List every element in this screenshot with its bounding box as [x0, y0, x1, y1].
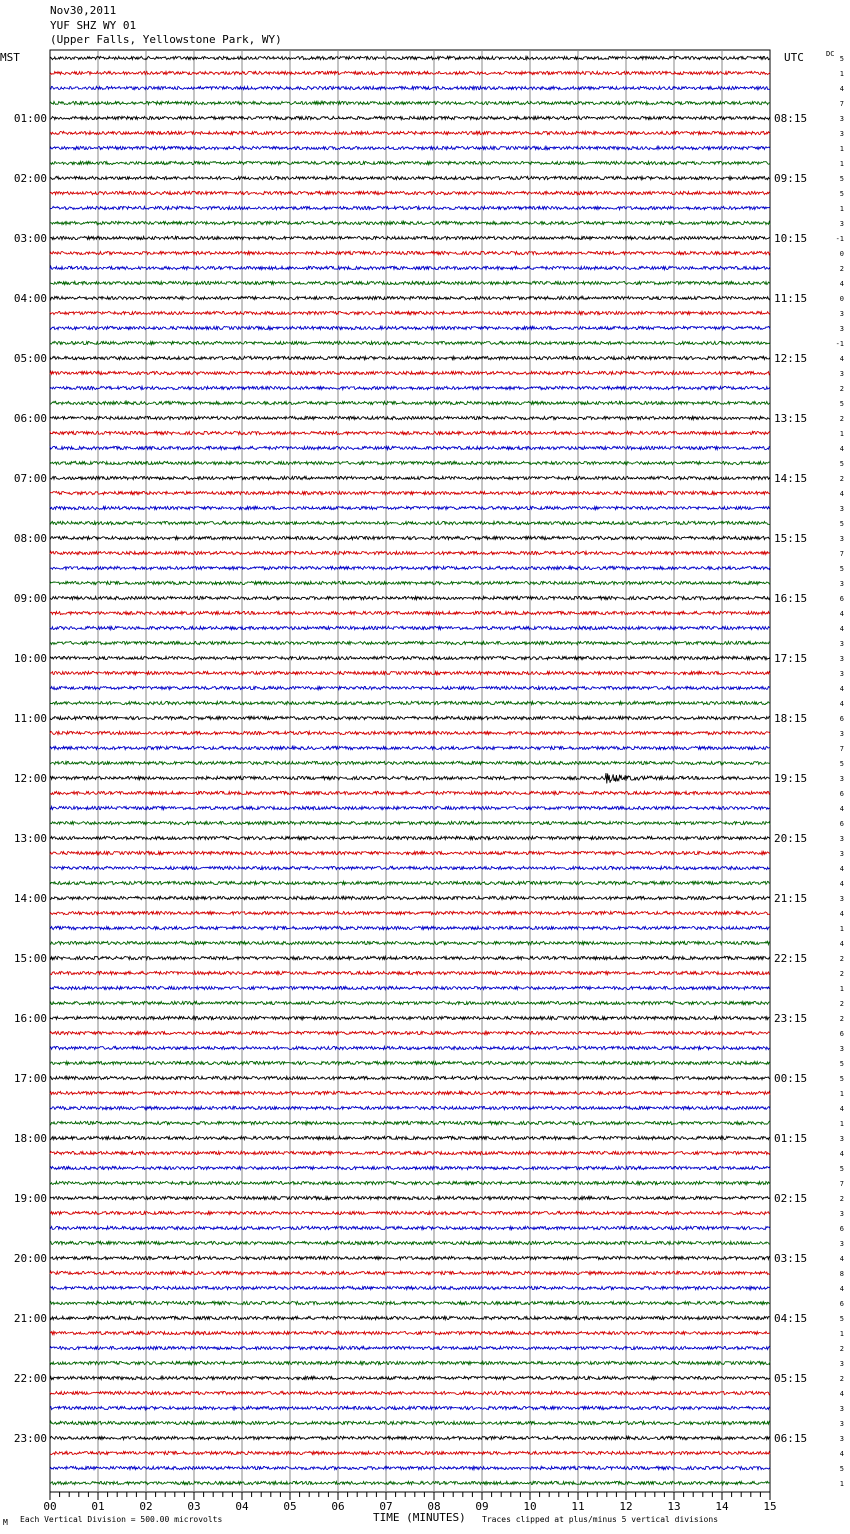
trace-row [50, 701, 770, 704]
x-tick-label: 05 [283, 1500, 297, 1513]
trace-row [50, 446, 770, 449]
x-tick-label: 10 [523, 1500, 537, 1513]
trace-row [50, 731, 770, 734]
trace-row [50, 806, 770, 809]
left-hour-label: 20:00 [13, 1252, 47, 1265]
dc-offset-label: 3 [839, 775, 844, 783]
dc-offset-label: 1 [839, 430, 844, 438]
dc-offset-label: 5 [839, 1465, 844, 1473]
dc-offset-label: 4 [839, 940, 844, 948]
dc-offset-label: 4 [839, 490, 844, 498]
right-hour-label: 08:15 [774, 112, 808, 125]
dc-offset-label: 4 [839, 1255, 844, 1263]
left-hour-label: 12:00 [13, 772, 47, 785]
right-hour-label: 15:15 [774, 532, 808, 545]
x-tick-label: 07 [379, 1500, 393, 1513]
dc-offset-label: 5 [839, 175, 844, 183]
left-hour-label: 22:00 [13, 1372, 47, 1385]
trace-row [50, 341, 770, 344]
trace-row [50, 206, 770, 209]
trace-row [50, 386, 770, 389]
dc-offset-label: 2 [839, 1015, 844, 1023]
right-hour-label: 16:15 [774, 592, 808, 605]
dc-offset-label: 0 [839, 250, 844, 258]
dc-offset-label: 3 [839, 850, 844, 858]
dc-offset-label: 1 [839, 145, 844, 153]
right-hour-label: 12:15 [774, 352, 808, 365]
right-hour-label: 14:15 [774, 472, 808, 485]
right-hour-label: 04:15 [774, 1312, 808, 1325]
trace-row [50, 1076, 770, 1079]
trace-row [50, 881, 770, 884]
x-tick-label: 04 [235, 1500, 249, 1513]
trace-row [50, 461, 770, 464]
trace-row [50, 1406, 770, 1409]
trace-row [50, 1271, 770, 1274]
trace-row [50, 251, 770, 254]
right-hour-label: 00:15 [774, 1072, 808, 1085]
dc-offset-label: 4 [839, 85, 844, 93]
dc-offset-label: 3 [839, 1240, 844, 1248]
trace-row [50, 971, 770, 974]
left-hour-label: 17:00 [13, 1072, 47, 1085]
trace-row [50, 521, 770, 524]
dc-offset-label: 3 [839, 730, 844, 738]
dc-offset-label: 1 [839, 1120, 844, 1128]
dc-offset-label: 3 [839, 1045, 844, 1053]
x-tick-label: 02 [139, 1500, 153, 1513]
dc-offset-label: 5 [839, 1075, 844, 1083]
trace-row [50, 1481, 770, 1484]
right-hour-label: 01:15 [774, 1132, 808, 1145]
dc-offset-label: 3 [839, 835, 844, 843]
corner-mark: M [3, 1518, 8, 1527]
trace-row [50, 746, 770, 749]
trace-row [50, 1151, 770, 1154]
right-tz-label: UTC [784, 51, 804, 64]
trace-row [50, 1331, 770, 1334]
left-hour-label: 23:00 [13, 1432, 47, 1445]
trace-row [50, 1166, 770, 1169]
right-hour-label: 10:15 [774, 232, 808, 245]
right-hour-label: 09:15 [774, 172, 808, 185]
trace-row [50, 956, 770, 959]
trace-row [50, 1196, 770, 1199]
dc-offset-label: 7 [839, 550, 844, 558]
left-hour-label: 15:00 [13, 952, 47, 965]
trace-row [50, 236, 770, 239]
dc-offset-label: 3 [839, 130, 844, 138]
trace-row [50, 1061, 770, 1064]
right-hour-label: 03:15 [774, 1252, 808, 1265]
scale-note: Each Vertical Division = 500.00 microvolts [20, 1515, 223, 1524]
trace-row [50, 1241, 770, 1244]
dc-offset-label: 4 [839, 280, 844, 288]
left-hour-label: 02:00 [13, 172, 47, 185]
dc-offset-label: 2 [839, 1345, 844, 1353]
right-hour-label: 22:15 [774, 952, 808, 965]
trace-row [50, 506, 770, 509]
x-tick-label: 08 [427, 1500, 441, 1513]
dc-offset-label: 3 [839, 1210, 844, 1218]
dc-offset-label: 5 [839, 460, 844, 468]
left-hour-label: 16:00 [13, 1012, 47, 1025]
left-hour-label: 18:00 [13, 1132, 47, 1145]
trace-row [50, 1421, 770, 1424]
trace-row [50, 1301, 770, 1304]
trace-row [50, 356, 770, 359]
dc-offset-label: 2 [839, 385, 844, 393]
dc-offset-label: 3 [839, 580, 844, 588]
trace-row [50, 1376, 770, 1379]
dc-offset-label: 0 [839, 295, 844, 303]
dc-offset-label: 5 [839, 1060, 844, 1068]
dc-offset-label: 4 [839, 625, 844, 633]
dc-offset-label: 1 [839, 925, 844, 933]
trace-row [50, 491, 770, 494]
dc-offset-label: 4 [839, 610, 844, 618]
station-label: YUF SHZ WY 01 [50, 18, 137, 32]
trace-row [50, 416, 770, 419]
trace-row [50, 551, 770, 554]
trace-row [50, 1391, 770, 1394]
trace-row [50, 1436, 770, 1439]
trace-row [50, 176, 770, 179]
dc-offset-label: 2 [839, 415, 844, 423]
left-hour-label: 06:00 [13, 412, 47, 425]
dc-offset-label: 4 [839, 865, 844, 873]
trace-row [50, 1286, 770, 1289]
trace-row [50, 296, 770, 299]
dc-offset-label: -1 [835, 235, 844, 243]
left-hour-label: 07:00 [13, 472, 47, 485]
dc-offset-label: 7 [839, 1180, 844, 1188]
dc-offset-label: 5 [839, 55, 844, 63]
dc-offset-label: 2 [839, 970, 844, 978]
dc-offset-label: 6 [839, 820, 844, 828]
left-hour-label: 13:00 [13, 832, 47, 845]
dc-offset-label: 4 [839, 1285, 844, 1293]
left-tz-label: MST [0, 51, 20, 64]
trace-row [50, 371, 770, 374]
left-hour-label: 14:00 [13, 892, 47, 905]
right-hour-label: 05:15 [774, 1372, 808, 1385]
dc-offset-label: 7 [839, 100, 844, 108]
x-tick-label: 14 [715, 1500, 729, 1513]
trace-row [50, 836, 770, 839]
trace-row [50, 431, 770, 434]
trace-row [50, 1091, 770, 1094]
left-hour-label: 04:00 [13, 292, 47, 305]
dc-offset-label: 4 [839, 700, 844, 708]
x-tick-label: 03 [187, 1500, 201, 1513]
x-axis-title: TIME (MINUTES) [373, 1511, 466, 1524]
dc-offset-label: 2 [839, 1375, 844, 1383]
trace-row [50, 326, 770, 329]
dc-offset-label: 1 [839, 160, 844, 168]
trace-row [50, 401, 770, 404]
dc-offset-label: 3 [839, 310, 844, 318]
trace-row [50, 656, 770, 659]
left-hour-label: 03:00 [13, 232, 47, 245]
dc-offset-label: 6 [839, 1300, 844, 1308]
dc-offset-label: 7 [839, 745, 844, 753]
dc-offset-label: 2 [839, 265, 844, 273]
left-hour-label: 10:00 [13, 652, 47, 665]
dc-offset-label: 3 [839, 1360, 844, 1368]
dc-offset-label: 3 [839, 325, 844, 333]
dc-offset-label: 6 [839, 1225, 844, 1233]
dc-offset-label: 3 [839, 220, 844, 228]
trace-row [50, 791, 770, 794]
trace-row [50, 101, 770, 104]
x-tick-label: 01 [91, 1500, 105, 1513]
right-hour-label: 20:15 [774, 832, 808, 845]
x-tick-label: 09 [475, 1500, 489, 1513]
trace-row [50, 716, 770, 719]
trace-row [50, 221, 770, 224]
dc-offset-label: 5 [839, 1315, 844, 1323]
trace-row [50, 1226, 770, 1229]
left-hour-label: 01:00 [13, 112, 47, 125]
dc-offset-label: 6 [839, 790, 844, 798]
trace-row [50, 1466, 770, 1469]
trace-row [50, 266, 770, 269]
left-hour-label: 09:00 [13, 592, 47, 605]
x-tick-label: 15 [763, 1500, 777, 1513]
trace-row [50, 56, 770, 59]
trace-row [50, 896, 770, 899]
trace-row [50, 161, 770, 164]
trace-row [50, 581, 770, 584]
trace-row [50, 71, 770, 74]
trace-row [50, 476, 770, 479]
right-hour-label: 06:15 [774, 1432, 808, 1445]
trace-row [50, 941, 770, 944]
left-hour-label: 19:00 [13, 1192, 47, 1205]
plot-frame [50, 50, 770, 1492]
dc-offset-label: 1 [839, 205, 844, 213]
dc-offset-label: 3 [839, 1420, 844, 1428]
trace-row [50, 1346, 770, 1349]
trace-row [50, 851, 770, 854]
right-hour-label: 13:15 [774, 412, 808, 425]
dc-offset-label: 4 [839, 685, 844, 693]
trace-row [50, 116, 770, 119]
trace-row [50, 311, 770, 314]
dc-offset-label: 3 [839, 895, 844, 903]
x-tick-label: 00 [43, 1500, 57, 1513]
dc-offset-label: 3 [839, 1405, 844, 1413]
right-hour-label: 19:15 [774, 772, 808, 785]
trace-row [50, 866, 770, 869]
dc-offset-label: 2 [839, 1195, 844, 1203]
dc-offset-label: 2 [839, 1000, 844, 1008]
trace-row [50, 626, 770, 629]
dc-offset-label: 5 [839, 400, 844, 408]
dc-offset-label: 4 [839, 1105, 844, 1113]
dc-offset-label: 3 [839, 655, 844, 663]
dc-offset-label: 1 [839, 1330, 844, 1338]
dc-offset-label: 5 [839, 190, 844, 198]
dc-offset-label: 3 [839, 370, 844, 378]
dc-offset-label: 1 [839, 1480, 844, 1488]
dc-offset-label: 4 [839, 805, 844, 813]
x-tick-label: 12 [619, 1500, 633, 1513]
trace-row [50, 1136, 770, 1139]
dc-offset-label: 4 [839, 1450, 844, 1458]
trace-row [50, 926, 770, 929]
left-hour-label: 05:00 [13, 352, 47, 365]
trace-row [50, 131, 770, 134]
dc-offset-label: 2 [839, 475, 844, 483]
left-hour-label: 08:00 [13, 532, 47, 545]
dc-offset-label: 3 [839, 505, 844, 513]
dc-offset-label: 4 [839, 355, 844, 363]
dc-offset-label: 3 [839, 1135, 844, 1143]
dc-offset-label: 3 [839, 115, 844, 123]
trace-row [50, 191, 770, 194]
dc-offset-label: 3 [839, 670, 844, 678]
dc-offset-label: 1 [839, 70, 844, 78]
dc-offset-label: 3 [839, 1435, 844, 1443]
trace-row [50, 1361, 770, 1364]
dc-offset-label: -1 [835, 340, 844, 348]
dc-offset-label: 3 [839, 535, 844, 543]
trace-row [50, 86, 770, 89]
trace-row [50, 566, 770, 569]
dc-offset-label: 4 [839, 1390, 844, 1398]
right-hour-label: 17:15 [774, 652, 808, 665]
right-hour-label: 02:15 [774, 1192, 808, 1205]
dc-offset-label: 5 [839, 520, 844, 528]
trace-row [50, 986, 770, 989]
trace-row [50, 911, 770, 914]
dc-offset-label: 4 [839, 910, 844, 918]
trace-row [50, 536, 770, 539]
trace-row [50, 686, 770, 689]
trace-row [50, 773, 770, 784]
trace-row [50, 1016, 770, 1019]
right-hour-label: 18:15 [774, 712, 808, 725]
trace-row [50, 1211, 770, 1214]
dc-offset-label: 1 [839, 985, 844, 993]
dc-offset-label: 5 [839, 565, 844, 573]
dc-offset-label: 4 [839, 1150, 844, 1158]
trace-row [50, 1106, 770, 1109]
trace-row [50, 146, 770, 149]
trace-row [50, 821, 770, 824]
dc-header-label: DC [826, 50, 835, 58]
x-tick-label: 06 [331, 1500, 345, 1513]
location-label: (Upper Falls, Yellowstone Park, WY) [50, 33, 282, 46]
trace-row [50, 671, 770, 674]
trace-row [50, 1121, 770, 1124]
dc-offset-label: 6 [839, 1030, 844, 1038]
trace-row [50, 1181, 770, 1184]
dc-offset-label: 6 [839, 715, 844, 723]
trace-row [50, 596, 770, 599]
dc-offset-label: 5 [839, 760, 844, 768]
trace-row [50, 1046, 770, 1049]
dc-offset-label: 5 [839, 1165, 844, 1173]
trace-row [50, 611, 770, 614]
date-label: Nov30,2011 [50, 4, 117, 17]
x-tick-label: 13 [667, 1500, 681, 1513]
dc-offset-label: 1 [839, 1090, 844, 1098]
dc-offset-label: 4 [839, 880, 844, 888]
trace-row [50, 1256, 770, 1259]
trace-row [50, 641, 770, 644]
right-hour-label: 23:15 [774, 1012, 808, 1025]
right-hour-label: 11:15 [774, 292, 808, 305]
trace-row [50, 1316, 770, 1319]
left-hour-label: 11:00 [13, 712, 47, 725]
dc-offset-label: 2 [839, 955, 844, 963]
dc-offset-label: 8 [839, 1270, 844, 1278]
trace-row [50, 1001, 770, 1004]
dc-offset-label: 6 [839, 595, 844, 603]
trace-row [50, 1031, 770, 1034]
clip-note: Traces clipped at plus/minus 5 vertical divisions [482, 1515, 719, 1524]
dc-offset-label: 3 [839, 640, 844, 648]
trace-row [50, 1451, 770, 1454]
right-hour-label: 21:15 [774, 892, 808, 905]
x-tick-label: 11 [571, 1500, 585, 1513]
left-hour-label: 21:00 [13, 1312, 47, 1325]
trace-row [50, 281, 770, 284]
dc-offset-label: 4 [839, 445, 844, 453]
trace-row [50, 761, 770, 764]
